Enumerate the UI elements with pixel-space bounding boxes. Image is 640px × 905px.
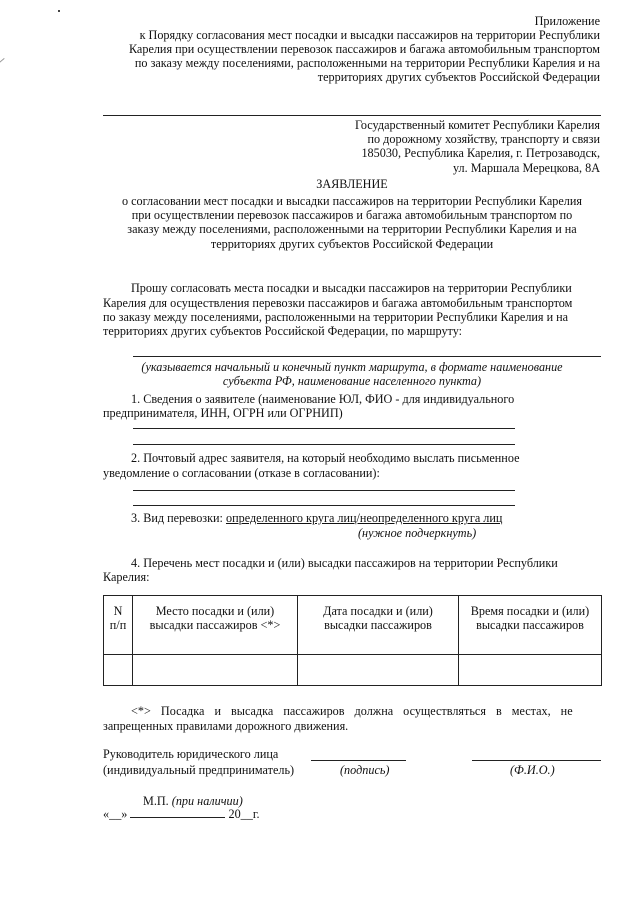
appendix-rule [103, 115, 601, 116]
item2-line: 2. Почтовый адрес заявителя, на который необходимо выслать письменное [131, 451, 520, 465]
appendix-line: по заказу между поселениями, расположенными на территории Республики Карелия и на [134, 56, 600, 70]
table-header-number: N п/п [104, 596, 133, 655]
stamp-label: М.П. [143, 794, 169, 808]
stamp-line [143, 794, 343, 808]
addressee-line: по дорожному хозяйству, транспорту и связи [367, 132, 600, 146]
route-input-line[interactable] [133, 356, 601, 357]
applicant-info-line[interactable] [133, 444, 515, 445]
route-hint: субъекта РФ, наименование населенного пункта) [222, 374, 482, 388]
table-cell[interactable] [459, 655, 602, 686]
date-year[interactable]: 20__г. [228, 807, 260, 821]
footnote-line: запрещенных правилами дорожного движения. [103, 719, 349, 733]
table-cell[interactable] [133, 655, 298, 686]
postal-address-line[interactable] [133, 505, 515, 506]
appendix-line: Карелия при осуществлении перевозок пассажиров и багажа автомобильным транспортом [128, 42, 600, 56]
intro-line: по заказу между поселениями, расположенными на территории Республики Карелия и на [103, 310, 569, 324]
addressee-line: Государственный комитет Республики Карелия [354, 118, 600, 132]
appendix-line: территориях других субъектов Российской Федерации [317, 70, 600, 84]
route-hint: (указывается начальный и конечный пункт маршрута, в формате наименование [141, 360, 563, 374]
applicant-info-line[interactable] [133, 428, 515, 429]
transport-type-line [131, 511, 601, 525]
table-cell[interactable] [104, 655, 133, 686]
document-subtitle-line: территориях других субъектов Российской Федерации [210, 237, 494, 251]
item2-line: уведомление о согласовании (отказе в согласовании): [103, 466, 380, 480]
table-cell[interactable] [298, 655, 459, 686]
signatory-label: (индивидуальный предприниматель) [103, 763, 295, 777]
intro-line: территориях других субъектов Российской Федерации, по маршруту: [103, 324, 463, 338]
table-header-row [104, 596, 602, 655]
table-header-time: Время посадки и (или) высадки пассажиров [459, 596, 602, 655]
addressee-line: ул. Маршала Мерецкова, 8А [452, 161, 600, 175]
document-title: ЗАЯВЛЕНИЕ [316, 177, 388, 191]
date-month-blank[interactable] [130, 817, 225, 818]
transport-type-prefix: 3. Вид перевозки: [131, 511, 223, 525]
addressee-line: 185030, Республика Карелия, г. Петрозаводск, [361, 146, 600, 160]
document-subtitle-line: заказу между поселениями, расположенными на территории Республики Карелия и на [127, 222, 577, 236]
scan-streak [0, 58, 5, 87]
intro-line: Карелия для осуществления перевозки пассажиров и багажа автомобильным транспортом [103, 296, 573, 310]
table-row [104, 655, 602, 686]
name-hint: (Ф.И.О.) [510, 763, 555, 777]
document-subtitle-line: о согласовании мест посадки и высадки пассажиров на территории Республики Карелия [122, 194, 582, 208]
signatory-label: Руководитель юридического лица [103, 747, 279, 761]
date-line [103, 807, 343, 821]
postal-address-line[interactable] [133, 490, 515, 491]
footnote-line: <*> Посадка и высадка пассажиров должна осуществляться в местах, не [131, 704, 573, 718]
stamp-hint: (при наличии) [171, 794, 243, 808]
item1-line: 1. Сведения о заявителе (наименование ЮЛ, ФИО - для индивидуального [131, 392, 515, 406]
appendix-title: Приложение [534, 14, 600, 28]
document-subtitle-line: при осуществлении перевозок пассажиров и багажа автомобильным транспортом по [131, 208, 573, 222]
scan-mark [58, 10, 60, 12]
stops-table [103, 595, 602, 686]
item4-line: 4. Перечень мест посадки и (или) высадки пассажиров на территории Республики [131, 556, 558, 570]
date-day[interactable]: «__» [103, 807, 128, 821]
transport-type-options[interactable]: определенного круга лиц/неопределенного круга лиц [225, 511, 503, 525]
appendix-line: к Порядку согласования мест посадки и высадки пассажиров на территории Республики [139, 28, 600, 42]
name-line[interactable] [472, 760, 601, 761]
table-header-date: Дата посадки и (или) высадки пассажиров [298, 596, 459, 655]
table-header-place: Место посадки и (или) высадки пассажиров <*> [133, 596, 298, 655]
transport-type-hint: (нужное подчеркнуть) [358, 526, 477, 540]
intro-line: Прошу согласовать места посадки и высадки пассажиров на территории Республики [131, 281, 572, 295]
item1-line: предпринимателя, ИНН, ОГРН или ОГРНИП) [103, 406, 343, 420]
item4-line: Карелия: [103, 570, 150, 584]
signature-line[interactable] [311, 760, 406, 761]
signature-hint: (подпись) [340, 763, 390, 777]
